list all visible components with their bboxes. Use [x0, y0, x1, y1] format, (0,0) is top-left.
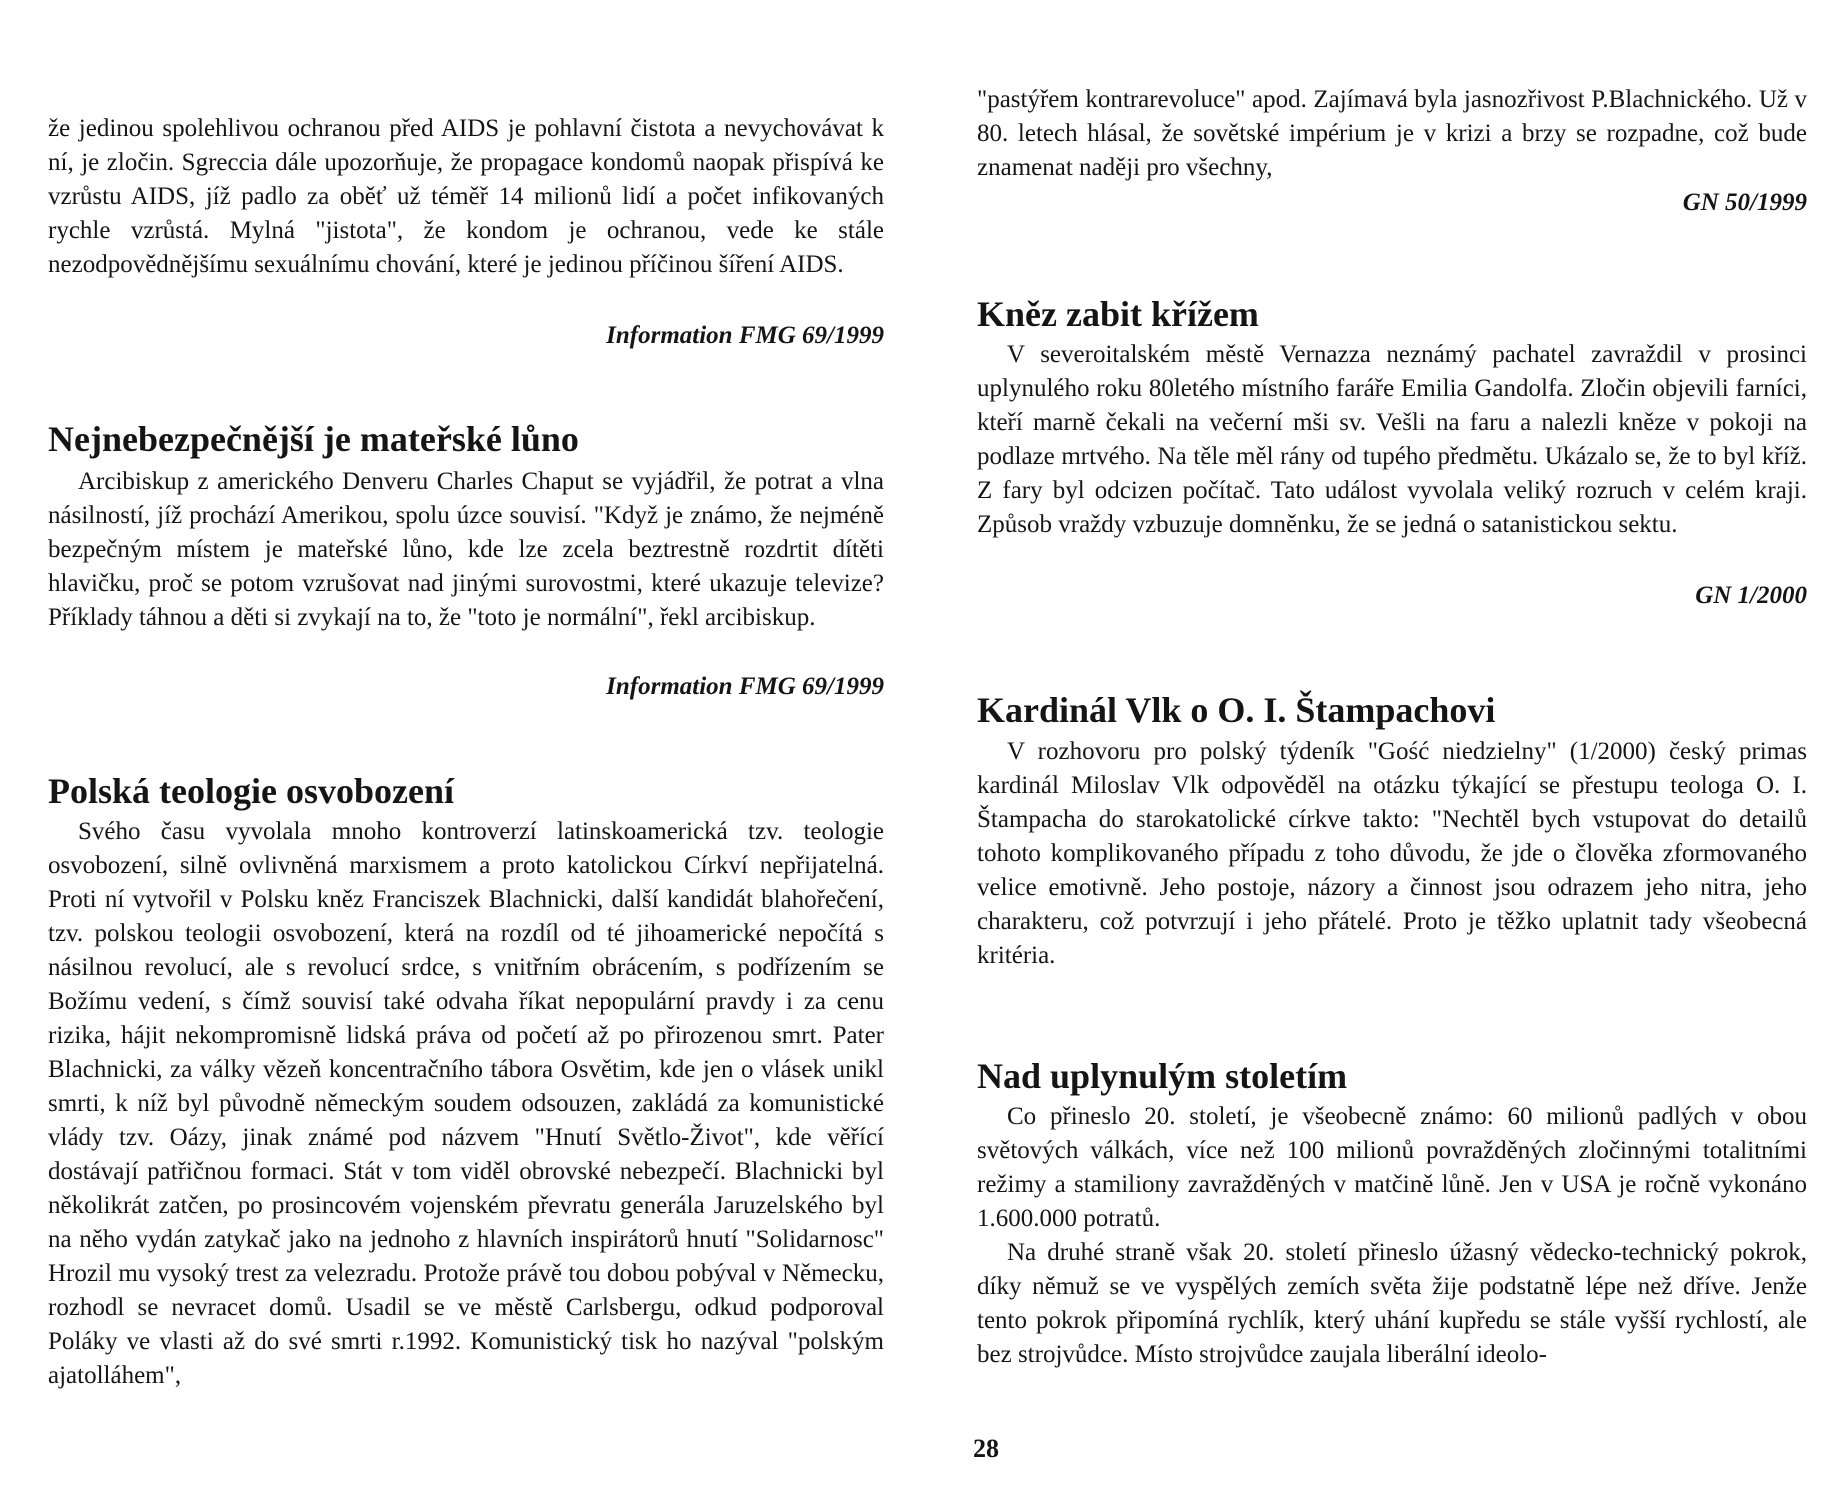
right-page — [977, 0, 1807, 1500]
article-heading: Kardinál Vlk o O. I. Štampachovi — [977, 690, 1496, 730]
intro-block — [48, 112, 884, 282]
article-source: GN 1/2000 — [1695, 582, 1807, 609]
article-body: Arcibiskup z amerického Denveru Charles Chaput se vyjádřil, že potrat a vlna násilností, jíž prochází Amerikou, spolu úzce souvisí. "Když je známo, že nejméně bezpečným místem je mateřské lůno, kde lze zcela beztrestně rozdrtit dítěti hlavičku, proč se potom vzrušovat nad jinými surovostmi, které ukazuje televize? Příklady táhnou a děti si zvykají na to, že "toto je normální", řekl arcibiskup. — [48, 468, 884, 631]
article-body: Co přineslo 20. století, je všeobecně známo: 60 milionů padlých v obou světových válkách, více než 100 milionů povražděných zločinnými totalitními režimy a stamiliony zavražděných v matčině lůně. Jen v USA je ročně vykonáno 1.600.000 potratů. — [977, 1103, 1807, 1232]
article-body-continued: Na druhé straně však 20. století přineslo úžasný vědecko-technický pokrok, díky němuž se ve vyspělých zemích světa žije podstatně lépe než dříve. Jenže tento pokrok připomíná rychlík, který uhání kupředu se stále vyšší rychlostí, ale bez strojvůdce. Místo strojvůdce zaujala liberální ideolo- — [977, 1239, 1807, 1368]
article-body-block — [977, 338, 1807, 542]
article-heading: Kněz zabit křížem — [977, 294, 1259, 334]
page-number: 28 — [973, 1434, 999, 1463]
article-body-block — [977, 735, 1807, 973]
intro-source: Information FMG 69/1999 — [606, 322, 884, 349]
continuation-paragraph: "pastýřem kontrarevoluce" apod. Zajímavá byla jasnozřivost P.Blachnického. Už v 80. letech hlásal, že sovětské impérium je v krizi a brzy se rozpadne, což bude znamenat naději pro všechny, — [977, 86, 1807, 181]
article-body: V rozhovoru pro polský týdeník "Gość niedzielny" (1/2000) český primas kardinál Miloslav Vlk odpověděl na otázku týkající se přestupu teologa O. I. Štampacha do starokatolické církve takto: "Nechtěl bych vstupovat do detailů tohoto komplikovaného případu z toho důvodu, že jde o člověka zformovaného velice emotivně. Jeho postoje, názory a činnost jsou odrazem jeho nitra, jeho charakteru, což potvrzují i jeho přátelé. Proto je těžko uplatnit tady všeobecná kritéria. — [977, 738, 1807, 969]
article-heading: Nejnebezpečnější je mateřské lůno — [48, 419, 579, 459]
intro-paragraph: že jedinou spolehlivou ochranou před AIDS je pohlavní čistota a nevychovávat k ní, je zločin. Sgreccia dále upozorňuje, že propagace kondomů naopak přispívá ke vzrůstu AIDS, jíž padlo za oběť už téměř 14 milionů lidí a počet infikovaných rychle vzrůstá. Mylná "jistota", že kondom je ochranou, vede ke stále nezodpovědnějšímu sexuálnímu chování, které je jedinou příčinou šíření AIDS. — [48, 115, 884, 278]
article-source: Information FMG 69/1999 — [606, 673, 884, 700]
left-page — [48, 0, 884, 1500]
article-body-block — [48, 465, 884, 635]
article-body-block — [48, 815, 884, 1393]
article-heading: Polská teologie osvobození — [48, 771, 454, 811]
article-body: V severoitalském městě Vernazza neznámý pachatel zavraždil v prosinci uplynulého roku 80letého místního faráře Emilia Gandolfa. Zločin objevili farníci, kteří marně čekali na večerní mši sv. Vešli na faru a nalezli kněze v pokoji na podlaze mrtvého. Na těle měl rány od tupého předmětu. Ukázalo se, že to byl kříž. Z fary byl odcizen počítač. Tato událost vyvolala veliký rozruch v celém kraji. Způsob vraždy vzbuzuje domněnku, že se jedná o satanistickou sektu. — [977, 341, 1807, 538]
article-heading: Nad uplynulým stoletím — [977, 1056, 1348, 1096]
article-body-block — [977, 1100, 1807, 1372]
continuation-source: GN 50/1999 — [1682, 189, 1807, 216]
article-body: Svého času vyvolala mnoho kontroverzí latinskoamerická tzv. teologie osvobození, silně ovlivněná marxismem a proto katolickou Církví nepřijatelná. Proti ní vytvořil v Polsku kněz Franciszek Blachnicki, další kandidát blahořečení, tzv. polskou teologii osvobození, která na rozdíl od té jihoamerické nepočítá s násilnou revolucí, ale s revolucí srdce, s vnitřním obrácením, s podřízením se Božímu vedení, s čímž souvisí také odvaha říkat nepopulární pravdy i za cenu rizika, hájit nekompromisně lidská práva od početí až po přirozenou smrt. Pater Blachnicki, za války vězeň koncentračního tábora Osvětim, kde jen o vlásek unikl smrti, k níž byl původně německým soudem odsouzen, zakládá za komunistické vlády tzv. Oázy, jinak známé pod názvem "Hnutí Světlo-Život", kde věřící dostávají patřičnou formaci. Stát v tom viděl obrovské nebezpečí. Blachnicki byl několikrát zatčen, po prosincovém vojenském převratu generála Jaruzelského byl na něho vydán zatykač jako na jednoho z hlavních inspirátorů hnutí "Solidarnosc" Hrozil mu vysoký trest za velezradu. Protože právě tou dobou pobýval v Německu, rozhodl se nevracet domů. Usadil se ve městě Carlsbergu, odkud podporoval Poláky ve vlasti až do své smrti r.1992. Komunistický tisk ho nazýval "polským ajatolláhem", — [48, 818, 884, 1389]
continuation-block — [977, 83, 1807, 185]
